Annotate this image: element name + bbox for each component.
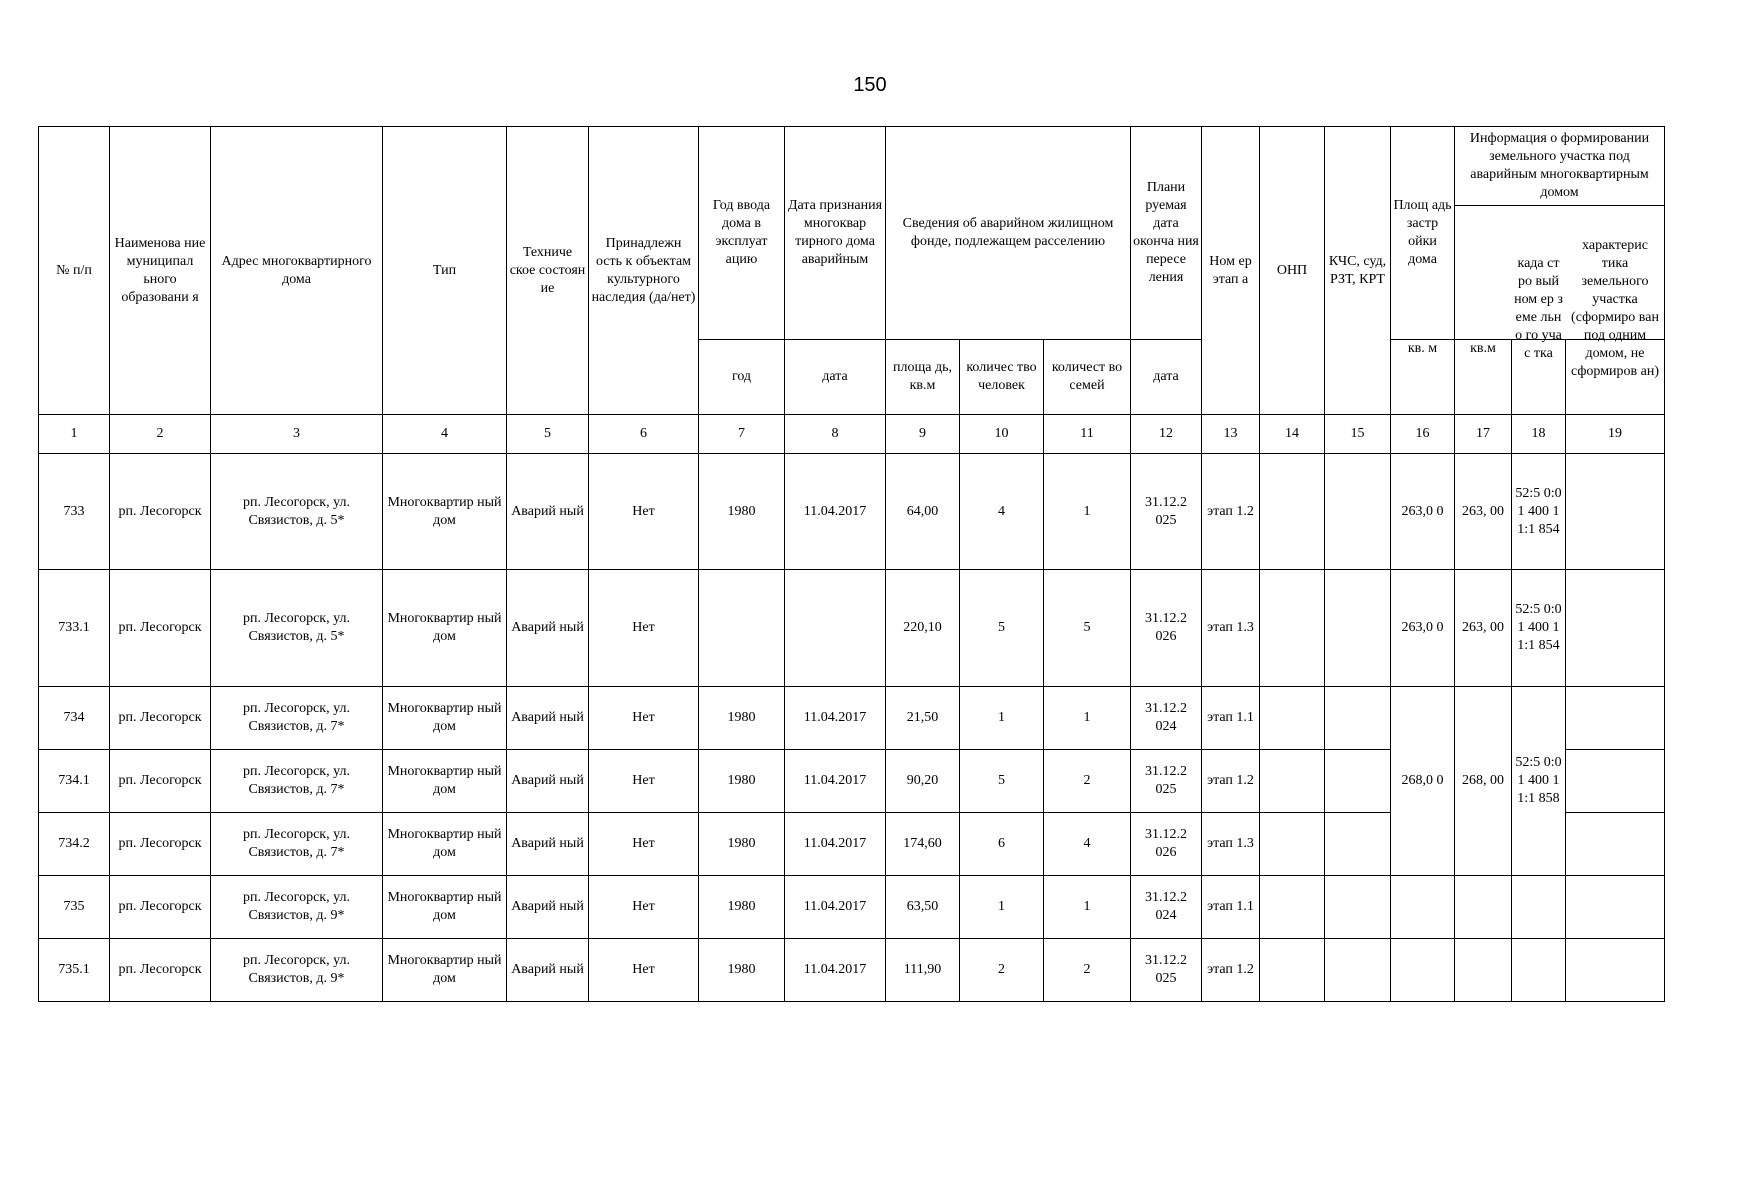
cell-area: 220,10 bbox=[886, 570, 960, 687]
cell-area: 64,00 bbox=[886, 454, 960, 570]
cell-number: 733.1 bbox=[39, 570, 110, 687]
cell-date: 11.04.2017 bbox=[785, 687, 886, 750]
column-number: 4 bbox=[383, 415, 507, 454]
column-number: 8 bbox=[785, 415, 886, 454]
cell-type: Многоквартир ный дом bbox=[383, 876, 507, 939]
emergency-housing-table bbox=[38, 126, 1665, 1002]
cell-type: Многоквартир ный дом bbox=[383, 454, 507, 570]
cell-heritage: Нет bbox=[589, 939, 699, 1002]
cell-stage: этап 1.1 bbox=[1202, 876, 1260, 939]
cell-condition: Аварий ный bbox=[507, 939, 589, 1002]
cell-heritage: Нет bbox=[589, 570, 699, 687]
cell-condition: Аварий ный bbox=[507, 454, 589, 570]
cell-people: 1 bbox=[960, 876, 1044, 939]
cell-municipality: рп. Лесогорск bbox=[110, 454, 211, 570]
cell-planned-date: 31.12.2 026 bbox=[1131, 570, 1202, 687]
cell-heritage: Нет bbox=[589, 454, 699, 570]
cell-people: 5 bbox=[960, 750, 1044, 813]
table-row bbox=[39, 687, 1665, 750]
cell-planned-date: 31.12.2 024 bbox=[1131, 876, 1202, 939]
cell-stage: этап 1.2 bbox=[1202, 454, 1260, 570]
cell-year: 1980 bbox=[699, 813, 785, 876]
cell-date bbox=[785, 570, 886, 687]
page-number: 150 bbox=[853, 74, 887, 96]
cell-year: 1980 bbox=[699, 750, 785, 813]
cell-planned-date: 31.12.2 026 bbox=[1131, 813, 1202, 876]
column-number-row bbox=[39, 415, 1665, 454]
cell-land-characteristic bbox=[1566, 813, 1665, 876]
cell-cadastral-number: 52:5 0:01 400 11:1 854 bbox=[1512, 570, 1566, 687]
cell-year bbox=[699, 570, 785, 687]
cell-cadastral-number bbox=[1512, 939, 1566, 1002]
cell-address: рп. Лесогорск, ул. Связистов, д. 5* bbox=[211, 570, 383, 687]
cell-municipality: рп. Лесогорск bbox=[110, 750, 211, 813]
cell-families: 5 bbox=[1044, 570, 1131, 687]
cell-onp bbox=[1260, 454, 1325, 570]
cell-type: Многоквартир ный дом bbox=[383, 750, 507, 813]
header-cadastral-number: када стро вый ном ер земе льно го учас тка bbox=[1512, 340, 1566, 415]
cell-cadastral-number: 52:5 0:01 400 11:1 858 bbox=[1512, 687, 1566, 876]
column-number: 3 bbox=[211, 415, 383, 454]
cell-kchs bbox=[1325, 687, 1391, 750]
header-kchs: КЧС, суд, РЗТ, КРТ bbox=[1325, 127, 1391, 415]
cell-building-area bbox=[1391, 939, 1455, 1002]
table-row bbox=[39, 454, 1665, 570]
cell-families: 2 bbox=[1044, 939, 1131, 1002]
cell-stage: этап 1.1 bbox=[1202, 687, 1260, 750]
header-condition: Техниче ское состоян ие bbox=[507, 127, 589, 415]
cell-land-characteristic bbox=[1566, 687, 1665, 750]
cell-families: 1 bbox=[1044, 454, 1131, 570]
header-heritage: Принадлежн ость к объектам культурного наследия (да/нет) bbox=[589, 127, 699, 415]
subheader-people: количес тво человек bbox=[960, 340, 1044, 415]
cell-stage: этап 1.3 bbox=[1202, 570, 1260, 687]
cell-year: 1980 bbox=[699, 939, 785, 1002]
cell-people: 1 bbox=[960, 687, 1044, 750]
header-year: Год ввода дома в эксплуат ацию bbox=[699, 127, 785, 340]
cell-onp bbox=[1260, 876, 1325, 939]
cell-type: Многоквартир ный дом bbox=[383, 687, 507, 750]
cell-date: 11.04.2017 bbox=[785, 750, 886, 813]
cell-number: 735.1 bbox=[39, 939, 110, 1002]
cell-municipality: рп. Лесогорск bbox=[110, 939, 211, 1002]
cell-condition: Аварий ный bbox=[507, 876, 589, 939]
column-number: 17 bbox=[1455, 415, 1512, 454]
cell-kchs bbox=[1325, 750, 1391, 813]
cell-cadastral-number bbox=[1512, 876, 1566, 939]
cell-land-characteristic bbox=[1566, 939, 1665, 1002]
cell-number: 734 bbox=[39, 687, 110, 750]
subheader-planned-date: дата bbox=[1131, 340, 1202, 415]
cell-land-characteristic bbox=[1566, 454, 1665, 570]
cell-people: 2 bbox=[960, 939, 1044, 1002]
cell-plot-area: 263, 00 bbox=[1455, 570, 1512, 687]
header-planned-date: Плани руемая дата оконча ния пересе ления bbox=[1131, 127, 1202, 340]
cell-type: Многоквартир ный дом bbox=[383, 813, 507, 876]
cell-condition: Аварий ный bbox=[507, 570, 589, 687]
cell-municipality: рп. Лесогорск bbox=[110, 876, 211, 939]
cell-year: 1980 bbox=[699, 454, 785, 570]
table-row bbox=[39, 570, 1665, 687]
cell-type: Многоквартир ный дом bbox=[383, 939, 507, 1002]
cell-building-area: 268,0 0 bbox=[1391, 687, 1455, 876]
cell-kchs bbox=[1325, 454, 1391, 570]
cell-municipality: рп. Лесогорск bbox=[110, 570, 211, 687]
cell-area: 174,60 bbox=[886, 813, 960, 876]
cell-onp bbox=[1260, 813, 1325, 876]
cell-families: 2 bbox=[1044, 750, 1131, 813]
cell-planned-date: 31.12.2 025 bbox=[1131, 939, 1202, 1002]
cell-area: 90,20 bbox=[886, 750, 960, 813]
cell-land-characteristic bbox=[1566, 750, 1665, 813]
header-building-area: Площ адь застр ойки дома bbox=[1391, 127, 1455, 340]
column-number: 18 bbox=[1512, 415, 1566, 454]
cell-heritage: Нет bbox=[589, 750, 699, 813]
header-emergency-fund: Сведения об аварийном жилищном фонде, подлежащем расселению bbox=[886, 127, 1131, 340]
cell-address: рп. Лесогорск, ул. Связистов, д. 5* bbox=[211, 454, 383, 570]
subheader-building-area-unit: кв. м bbox=[1391, 340, 1455, 415]
cell-onp bbox=[1260, 570, 1325, 687]
cell-planned-date: 31.12.2 024 bbox=[1131, 687, 1202, 750]
subheader-date: дата bbox=[785, 340, 886, 415]
cell-people: 5 bbox=[960, 570, 1044, 687]
header-land-characteristic: характерис тика земельного участка (сформиро ван под одним домом, не сформиров ан) bbox=[1566, 340, 1665, 415]
cell-building-area: 263,0 0 bbox=[1391, 570, 1455, 687]
cell-building-area: 263,0 0 bbox=[1391, 454, 1455, 570]
cell-stage: этап 1.2 bbox=[1202, 939, 1260, 1002]
cell-area: 63,50 bbox=[886, 876, 960, 939]
cell-people: 6 bbox=[960, 813, 1044, 876]
cell-year: 1980 bbox=[699, 687, 785, 750]
cell-type: Многоквартир ный дом bbox=[383, 570, 507, 687]
column-number: 6 bbox=[589, 415, 699, 454]
cell-address: рп. Лесогорск, ул. Связистов, д. 9* bbox=[211, 939, 383, 1002]
cell-kchs bbox=[1325, 939, 1391, 1002]
header-recognition-date: Дата признания многоквар тирного дома аварийным bbox=[785, 127, 886, 340]
subheader-families: количест во семей bbox=[1044, 340, 1131, 415]
cell-families: 1 bbox=[1044, 876, 1131, 939]
cell-number: 734.1 bbox=[39, 750, 110, 813]
cell-plot-area bbox=[1455, 876, 1512, 939]
column-number: 2 bbox=[110, 415, 211, 454]
table-row bbox=[39, 876, 1665, 939]
column-number: 11 bbox=[1044, 415, 1131, 454]
cell-people: 4 bbox=[960, 454, 1044, 570]
column-number: 13 bbox=[1202, 415, 1260, 454]
cell-date: 11.04.2017 bbox=[785, 454, 886, 570]
cell-date: 11.04.2017 bbox=[785, 939, 886, 1002]
cell-building-area bbox=[1391, 876, 1455, 939]
header-municipality: Наименова ние муниципал ьного образовани я bbox=[110, 127, 211, 415]
column-number: 19 bbox=[1566, 415, 1665, 454]
cell-condition: Аварий ный bbox=[507, 687, 589, 750]
column-number: 12 bbox=[1131, 415, 1202, 454]
column-number: 15 bbox=[1325, 415, 1391, 454]
cell-plot-area: 268, 00 bbox=[1455, 687, 1512, 876]
cell-land-characteristic bbox=[1566, 570, 1665, 687]
header-type: Тип bbox=[383, 127, 507, 415]
header-onp: ОНП bbox=[1260, 127, 1325, 415]
cell-families: 4 bbox=[1044, 813, 1131, 876]
cell-number: 733 bbox=[39, 454, 110, 570]
cell-number: 734.2 bbox=[39, 813, 110, 876]
cell-families: 1 bbox=[1044, 687, 1131, 750]
column-number: 7 bbox=[699, 415, 785, 454]
table-row bbox=[39, 939, 1665, 1002]
cell-year: 1980 bbox=[699, 876, 785, 939]
cell-kchs bbox=[1325, 813, 1391, 876]
cell-address: рп. Лесогорск, ул. Связистов, д. 7* bbox=[211, 687, 383, 750]
cell-heritage: Нет bbox=[589, 687, 699, 750]
cell-address: рп. Лесогорск, ул. Связистов, д. 9* bbox=[211, 876, 383, 939]
cell-address: рп. Лесогорск, ул. Связистов, д. 7* bbox=[211, 813, 383, 876]
cell-condition: Аварий ный bbox=[507, 750, 589, 813]
cell-planned-date: 31.12.2 025 bbox=[1131, 454, 1202, 570]
header-number: № п/п bbox=[39, 127, 110, 415]
cell-plot-area: 263, 00 bbox=[1455, 454, 1512, 570]
cell-onp bbox=[1260, 750, 1325, 813]
column-number: 16 bbox=[1391, 415, 1455, 454]
cell-plot-area bbox=[1455, 939, 1512, 1002]
column-number: 14 bbox=[1260, 415, 1325, 454]
cell-date: 11.04.2017 bbox=[785, 813, 886, 876]
cell-kchs bbox=[1325, 876, 1391, 939]
header-stage: Ном ер этап а bbox=[1202, 127, 1260, 415]
cell-heritage: Нет bbox=[589, 876, 699, 939]
subheader-plot-area-unit: кв.м bbox=[1455, 340, 1512, 415]
cell-cadastral-number: 52:5 0:01 400 11:1 854 bbox=[1512, 454, 1566, 570]
cell-stage: этап 1.2 bbox=[1202, 750, 1260, 813]
column-number: 5 bbox=[507, 415, 589, 454]
cell-municipality: рп. Лесогорск bbox=[110, 687, 211, 750]
subheader-year: год bbox=[699, 340, 785, 415]
cell-municipality: рп. Лесогорск bbox=[110, 813, 211, 876]
cell-land-characteristic bbox=[1566, 876, 1665, 939]
column-number: 9 bbox=[886, 415, 960, 454]
cell-onp bbox=[1260, 687, 1325, 750]
cell-date: 11.04.2017 bbox=[785, 876, 886, 939]
cell-address: рп. Лесогорск, ул. Связистов, д. 7* bbox=[211, 750, 383, 813]
cell-planned-date: 31.12.2 025 bbox=[1131, 750, 1202, 813]
cell-condition: Аварий ный bbox=[507, 813, 589, 876]
cell-area: 21,50 bbox=[886, 687, 960, 750]
header-address: Адрес многоквартирного дома bbox=[211, 127, 383, 415]
cell-stage: этап 1.3 bbox=[1202, 813, 1260, 876]
cell-heritage: Нет bbox=[589, 813, 699, 876]
cell-kchs bbox=[1325, 570, 1391, 687]
column-number: 1 bbox=[39, 415, 110, 454]
cell-onp bbox=[1260, 939, 1325, 1002]
column-number: 10 bbox=[960, 415, 1044, 454]
cell-area: 111,90 bbox=[886, 939, 960, 1002]
subheader-area: площа дь, кв.м bbox=[886, 340, 960, 415]
header-land-info-title: Информация о формировании земельного участка под аварийным многоквартирным домом bbox=[1455, 127, 1664, 206]
cell-number: 735 bbox=[39, 876, 110, 939]
